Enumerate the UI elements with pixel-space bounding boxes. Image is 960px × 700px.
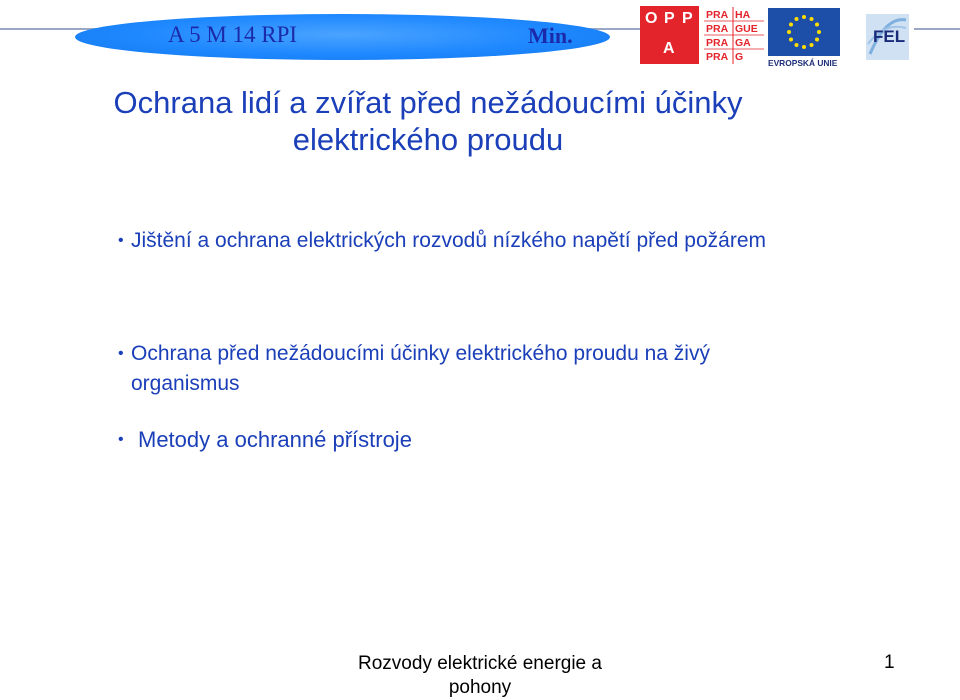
praha-logo: [704, 7, 764, 64]
fel-logo-text: FEL: [873, 27, 906, 46]
header-line-right: [914, 28, 960, 30]
bullet-item: [118, 339, 798, 399]
praha-cell: PRA: [706, 37, 729, 49]
oppa-letter-a: A: [663, 40, 675, 57]
bullet-dot-icon: •: [118, 431, 124, 448]
slide-title: Ochrana lidí a zvířat před nežádoucími účinky elektrického proudu: [113, 85, 743, 157]
praha-cell: HA: [735, 9, 751, 21]
duration-label: Min.: [528, 23, 573, 48]
page-number: 1: [884, 652, 895, 673]
oppa-logo: [640, 6, 699, 64]
praha-cell: G: [735, 51, 744, 63]
bullet-item: [118, 226, 798, 256]
course-code: A 5 M 14 RPI: [168, 22, 298, 47]
praha-cell: PRA: [706, 23, 729, 35]
bullet-dot-icon: •: [118, 232, 124, 249]
bullet-item: [118, 425, 798, 455]
oppa-letter-p2: P: [682, 10, 693, 27]
eu-caption: EVROPSKÁ UNIE: [768, 58, 838, 68]
praha-cell: GA: [735, 37, 751, 49]
bullet-text: Jištění a ochrana elektrických rozvodů nízkého napětí před požárem: [131, 229, 767, 252]
praha-cell: PRA: [706, 9, 729, 21]
praha-cell: PRA: [706, 51, 729, 63]
fel-logo: [866, 14, 909, 60]
praha-grid-lines: [704, 7, 764, 64]
oppa-letter-p1: P: [664, 10, 675, 27]
praha-cell: GUE: [735, 23, 758, 35]
bullet-text: Metody a ochranné přístroje: [138, 427, 412, 452]
bullet-text: Ochrana před nežádoucími účinky elektrického proudu na živý organismus: [131, 342, 710, 395]
bullet-dot-icon: •: [118, 345, 124, 362]
oppa-letter-o: O: [645, 10, 658, 27]
footer-text: Rozvody elektrické energie a pohony: [358, 653, 602, 698]
eu-flag-icon: [768, 8, 840, 56]
eu-stars-icon: [768, 8, 840, 56]
